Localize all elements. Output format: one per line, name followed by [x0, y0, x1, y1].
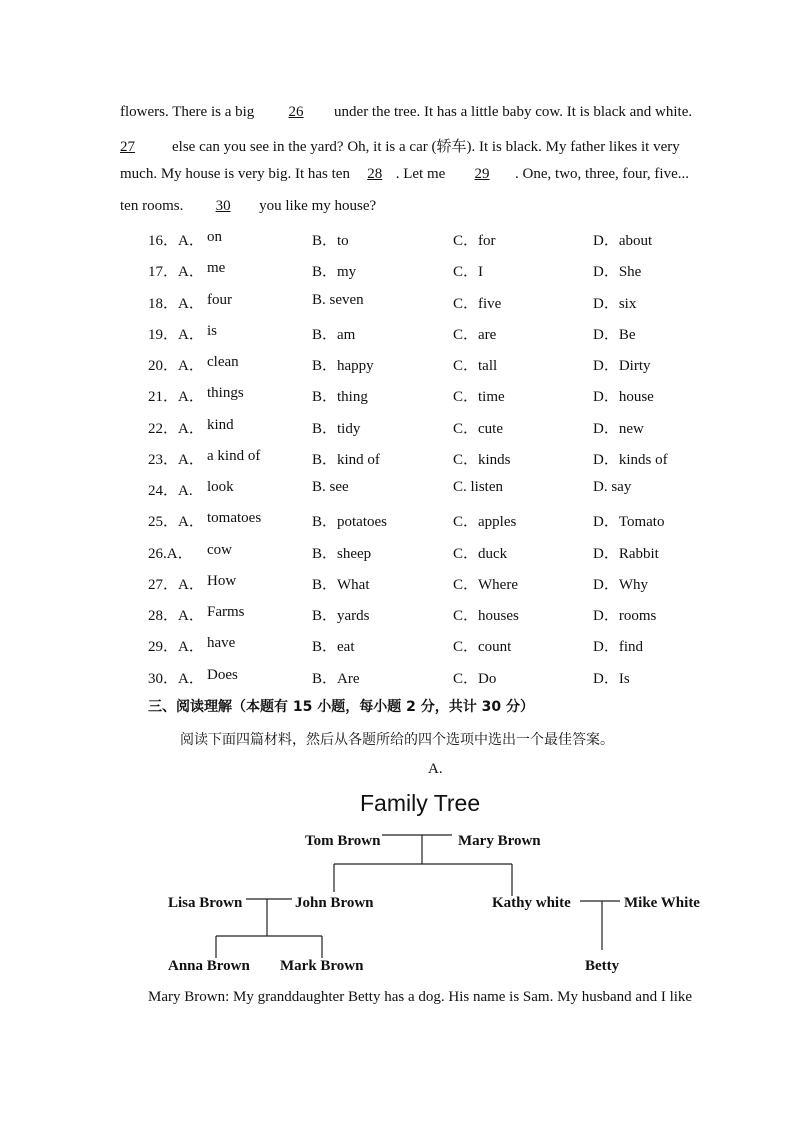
passage-text: flowers. There is a big	[120, 104, 259, 120]
passage-text: else can you see in the yard? Oh, it is a car (轿车). It is black. My father likes it very	[172, 139, 680, 155]
option-c: C．for	[453, 233, 496, 249]
passage-b-first-line: Mary Brown: My granddaughter Betty has a dog. His name is Sam. My husband and I like	[148, 989, 693, 1005]
tree-name-kathy-white: Kathy white	[492, 895, 571, 911]
blank-26: 26	[288, 104, 304, 120]
blank-29: 29	[474, 166, 490, 182]
question-number: 23．A．	[148, 452, 204, 468]
tree-name-betty: Betty	[585, 958, 620, 974]
question-number: 16．A．	[148, 233, 204, 249]
option-a: a kind of	[207, 448, 261, 464]
option-a: have	[207, 635, 236, 651]
option-c: C．time	[453, 389, 505, 405]
tree-name-anna-brown: Anna Brown	[168, 958, 250, 974]
option-a: on	[207, 229, 222, 245]
question-number: 19．A．	[148, 327, 204, 343]
option-c: C．are	[453, 327, 497, 343]
question-number: 30．A．	[148, 671, 204, 687]
option-a: me	[207, 260, 226, 276]
blank-27: 27	[120, 139, 135, 155]
option-d: D．new	[593, 421, 644, 437]
option-b: B．am	[312, 327, 356, 343]
option-c: C．five	[453, 296, 502, 312]
question-number: 24．A.	[148, 483, 193, 499]
option-b: B．happy	[312, 358, 374, 374]
tree-name-mary-brown: Mary Brown	[458, 833, 541, 849]
option-b: B．my	[312, 264, 357, 280]
question-number: 22．A．	[148, 421, 204, 437]
section-heading: 三、阅读理解（本题有 15 小题，每小题 2 分，共计 30 分）	[148, 699, 534, 715]
option-c: C．I	[453, 264, 484, 280]
option-b: B．yards	[312, 608, 370, 624]
option-b: B．kind of	[312, 452, 380, 468]
section-instruction: 阅读下面四篇材料，然后从各题所给的四个选项中选出一个最佳答案。	[180, 732, 614, 748]
passage-text: under the tree. It has a little baby cow. It is black and white.	[334, 104, 693, 120]
passage-text: . Let me	[395, 166, 450, 182]
option-c: C．duck	[453, 546, 508, 562]
blank-28: 28	[367, 166, 383, 182]
part-label: A.	[428, 761, 443, 777]
option-b: B．What	[312, 577, 370, 593]
tree-name-mark-brown: Mark Brown	[280, 958, 364, 974]
option-b: B．eat	[312, 639, 355, 655]
option-a: How	[207, 573, 237, 589]
question-number: 17．A．	[148, 264, 204, 280]
question-number: 26.A．	[148, 546, 193, 562]
option-d: D．rooms	[593, 608, 657, 624]
passage-text: you like my house?	[259, 198, 377, 214]
option-d: D．find	[593, 639, 643, 655]
option-c: C．count	[453, 639, 512, 655]
option-b: B．Are	[312, 671, 360, 687]
option-b: B．sheep	[312, 546, 372, 562]
passage-line-3	[120, 166, 689, 183]
passage-text: much. My house is very big. It has ten	[120, 166, 354, 182]
passage-line-4	[120, 198, 376, 215]
option-d: D．Rabbit	[593, 546, 659, 562]
tree-name-john-brown: John Brown	[295, 895, 374, 911]
tree-name-lisa-brown: Lisa Brown	[168, 895, 243, 911]
option-d: D．Why	[593, 577, 648, 593]
option-a: clean	[207, 354, 239, 370]
question-number: 29．A．	[148, 639, 204, 655]
option-c: C. listen	[453, 479, 504, 495]
question-number: 20．A．	[148, 358, 204, 374]
option-b: B. see	[312, 479, 349, 495]
question-number: 18．A．	[148, 296, 204, 312]
option-b: B．potatoes	[312, 514, 387, 530]
option-d: D．She	[593, 264, 642, 280]
question-number: 28．A．	[148, 608, 204, 624]
option-a: things	[207, 385, 244, 401]
option-d: D．Tomato	[593, 514, 665, 530]
passage-line-1	[120, 104, 692, 121]
option-b: B. seven	[312, 292, 364, 308]
question-number: 25．A．	[148, 514, 204, 530]
question-number: 27．A．	[148, 577, 204, 593]
option-d: D. say	[593, 479, 632, 495]
option-d: D．kinds of	[593, 452, 668, 468]
option-d: D．Dirty	[593, 358, 651, 374]
option-c: C．Do	[453, 671, 497, 687]
option-c: C．cute	[453, 421, 503, 437]
option-a: kind	[207, 417, 234, 433]
passage-text: ten rooms.	[120, 198, 188, 214]
option-d: D．Be	[593, 327, 636, 343]
option-c: C．tall	[453, 358, 498, 374]
option-a: Does	[207, 667, 238, 683]
option-d: D．six	[593, 296, 637, 312]
option-a: look	[207, 479, 234, 495]
tree-name-mike-white: Mike White	[624, 895, 700, 911]
option-c: C．houses	[453, 608, 519, 624]
question-number: 21．A．	[148, 389, 204, 405]
option-d: D．about	[593, 233, 653, 249]
option-c: C．kinds	[453, 452, 511, 468]
option-b: B．to	[312, 233, 349, 249]
option-b: B．tidy	[312, 421, 361, 437]
option-a: four	[207, 292, 232, 308]
option-c: C．apples	[453, 514, 517, 530]
tree-name-tom-brown: Tom Brown	[305, 833, 381, 849]
family-tree-title: Family Tree	[360, 790, 481, 816]
option-a: Farms	[207, 604, 245, 620]
option-c: C．Where	[453, 577, 518, 593]
option-a: tomatoes	[207, 510, 262, 526]
option-b: B．thing	[312, 389, 368, 405]
passage-text: . One, two, three, four, five...	[515, 166, 689, 182]
passage-line-2	[120, 135, 680, 156]
option-d: D．house	[593, 389, 654, 405]
blank-30: 30	[215, 198, 231, 214]
option-a: is	[207, 323, 218, 339]
option-d: D．Is	[593, 671, 630, 687]
option-a: cow	[207, 542, 232, 558]
